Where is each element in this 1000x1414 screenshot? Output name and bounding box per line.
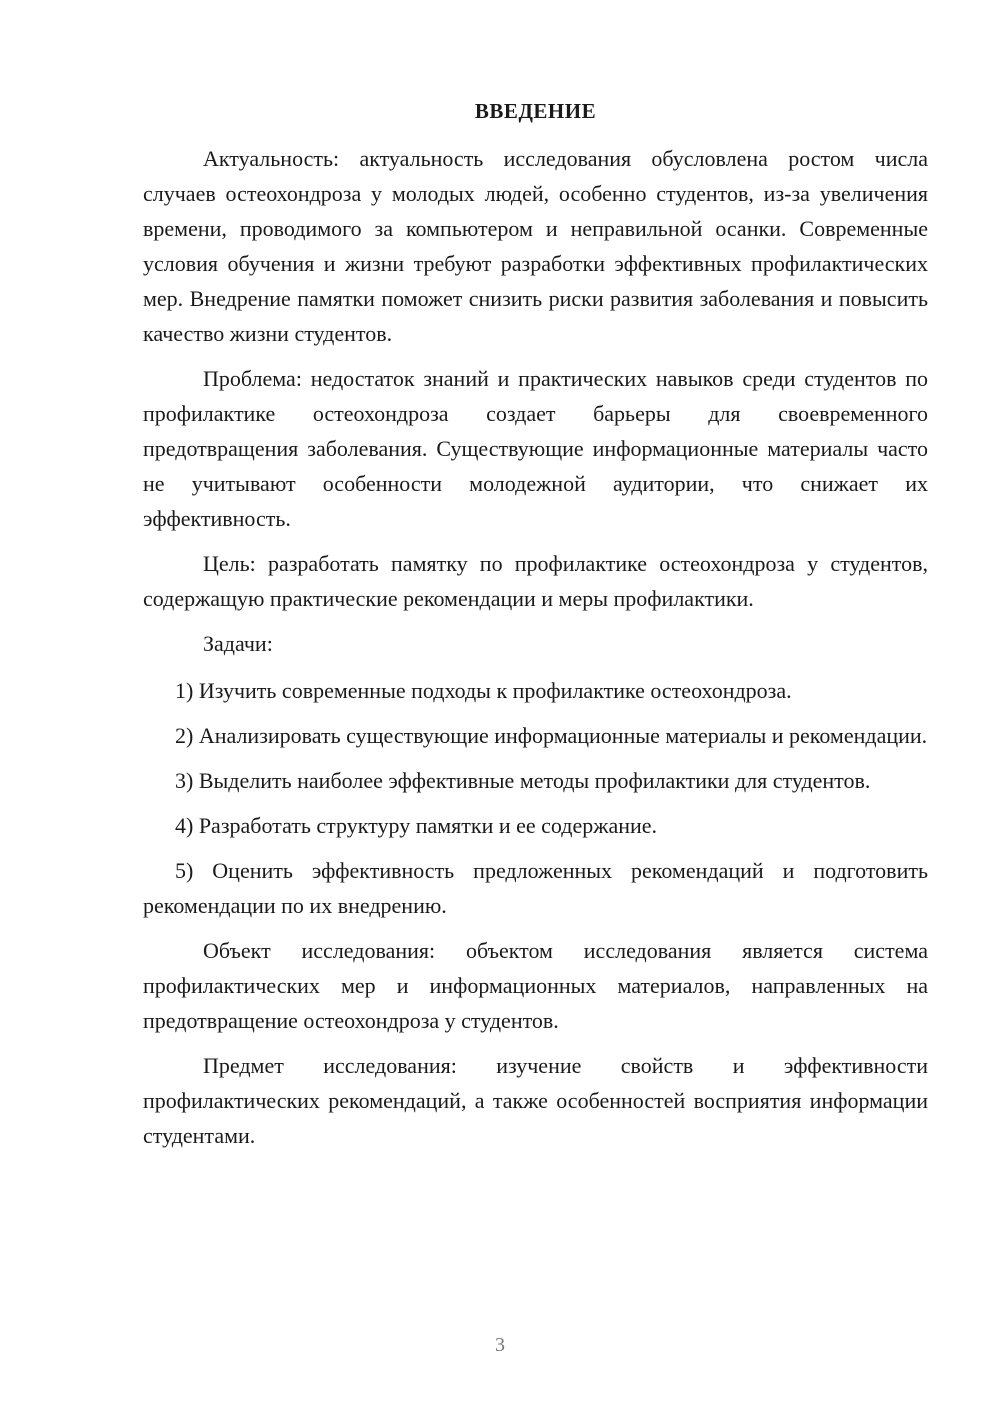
paragraph-object: Объект исследования: объектом исследования является система профилактических мер и информационных материалов, направленных на предотвращение остеохондроза у студентов. bbox=[143, 938, 928, 1033]
paragraph-goal: Цель: разработать памятку по профилактике остеохондроза у студентов, содержащую практические рекомендации и меры профилактики. bbox=[143, 551, 928, 611]
page-number: 3 bbox=[495, 1334, 505, 1356]
task-item-5: 5) Оценить эффективность предложенных рекомендаций и подготовить рекомендации по их внедрению. bbox=[143, 858, 928, 918]
page-content bbox=[143, 94, 928, 1163]
task-item-3: 3) Выделить наиболее эффективные методы профилактики для студентов. bbox=[175, 768, 871, 793]
tasks-heading: Задачи: bbox=[203, 631, 273, 656]
paragraph-subject: Предмет исследования: изучение свойств и эффективности профилактических рекомендаций, а также особенностей восприятия информации студентами. bbox=[143, 1053, 928, 1148]
section-title: ВВЕДЕНИЕ bbox=[474, 99, 597, 123]
task-item-2: 2) Анализировать существующие информационные материалы и рекомендации. bbox=[175, 723, 928, 748]
paragraph-problem: Проблема: недостаток знаний и практических навыков среди студентов по профилактике остеохондроза создает барьеры для своевременного предотвращения заболевания. Существующие информационные материалы часто не учитывают особенности молодежной аудитории, что снижает их эффективность. bbox=[143, 366, 928, 531]
task-item-4: 4) Разработать структуру памятки и ее содержание. bbox=[175, 813, 658, 838]
task-item-1: 1) Изучить современные подходы к профилактике остеохондроза. bbox=[175, 678, 792, 703]
paragraph-relevance: Актуальность: актуальность исследования обусловлена ростом числа случаев остеохондроза у молодых людей, особенно студентов, из-за увеличения времени, проводимого за компьютером и неправильной осанки. Современные условия обучения и жизни требуют разработки эффективных профилактических мер. Внедрение памятки поможет снизить риски развития заболевания и повысить качество жизни студентов. bbox=[143, 146, 928, 346]
